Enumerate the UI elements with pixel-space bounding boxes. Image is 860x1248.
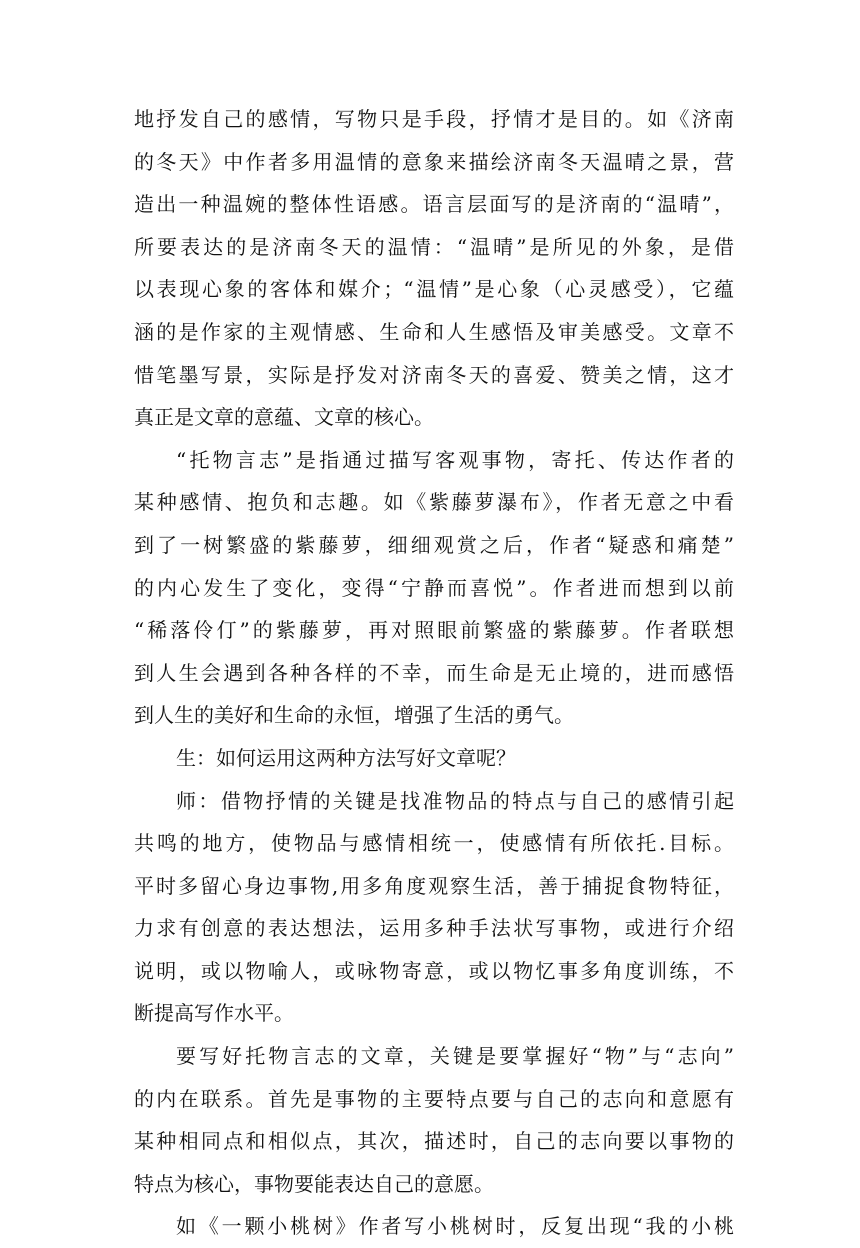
text-line: 所要表达的是济南冬天的温情：“温晴”是所见的外象，是借 bbox=[134, 234, 734, 259]
text-line: 共鸣的地方，使物品与感情相统一，使感情有所依托.目标。 bbox=[134, 831, 734, 856]
text-line: 的冬天》中作者多用温情的意象来描绘济南冬天温晴之景，营 bbox=[134, 149, 734, 174]
paragraph-first-line: “托物言志”是指通过描写客观事物，寄托、传达作者的 bbox=[176, 447, 734, 472]
text-line: 真正是文章的意蕴、文章的核心。 bbox=[134, 405, 434, 430]
text-line: 涵的是作家的主观情感、生命和人生感悟及审美感受。文章不 bbox=[134, 319, 734, 344]
paragraph-first-line: 要写好托物言志的文章，关键是要掌握好“物”与“志向” bbox=[176, 1044, 734, 1069]
text-line: 某种感情、抱负和志趣。如《紫藤萝瀑布》，作者无意之中看 bbox=[134, 490, 734, 515]
text-line: 惜笔墨写景，实际是抒发对济南冬天的喜爱、赞美之情，这才 bbox=[134, 362, 734, 387]
text-line: 造出一种温婉的整体性语感。语言层面写的是济南的“温晴”， bbox=[134, 192, 734, 217]
paragraph-first-line: 如《一颗小桃树》作者写小桃树时，反复出现“我的小桃 bbox=[176, 1214, 734, 1239]
text-line: 某种相同点和相似点，其次，描述时，自己的志向要以事物的 bbox=[134, 1129, 734, 1154]
text-line: 的内心发生了变化，变得“宁静而喜悦”。作者进而想到以前 bbox=[134, 575, 734, 600]
text-line: 力求有创意的表达想法，运用多种手法状写事物，或进行介绍 bbox=[134, 916, 734, 941]
text-line: 到人生会遇到各种各样的不幸，而生命是无止境的，进而感悟 bbox=[134, 660, 734, 685]
text-line: 到人生的美好和生命的永恒，增强了生活的勇气。 bbox=[134, 703, 574, 728]
paragraph-first-line: 师：借物抒情的关键是找准物品的特点与自己的感情引起 bbox=[176, 788, 734, 813]
text-line: 断提高写作水平。 bbox=[134, 1001, 294, 1026]
text-line: 说明，或以物喻人，或咏物寄意，或以物忆事多角度训练，不 bbox=[134, 958, 734, 983]
text-line: 以表现心象的客体和媒介；“温情”是心象（心灵感受），它蕴 bbox=[134, 277, 734, 302]
paragraph-first-line: 生：如何运用这两种方法写好文章呢？ bbox=[176, 745, 516, 770]
text-line: 到了一树繁盛的紫藤萝，细细观赏之后，作者“疑惑和痛楚” bbox=[134, 532, 734, 557]
text-line: 地抒发自己的感情，写物只是手段，抒情才是目的。如《济南 bbox=[134, 107, 734, 131]
text-line: 的内在联系。首先是事物的主要特点要与自己的志向和意愿有 bbox=[134, 1086, 734, 1111]
text-line: “稀落伶仃”的紫藤萝，再对照眼前繁盛的紫藤萝。作者联想 bbox=[134, 618, 734, 643]
text-line: 特点为核心，事物要能表达自己的意愿。 bbox=[134, 1171, 494, 1196]
document-body bbox=[134, 98, 734, 1248]
text-line: 平时多留心身边事物,用多角度观察生活，善于捕捉食物特征， bbox=[134, 873, 734, 898]
